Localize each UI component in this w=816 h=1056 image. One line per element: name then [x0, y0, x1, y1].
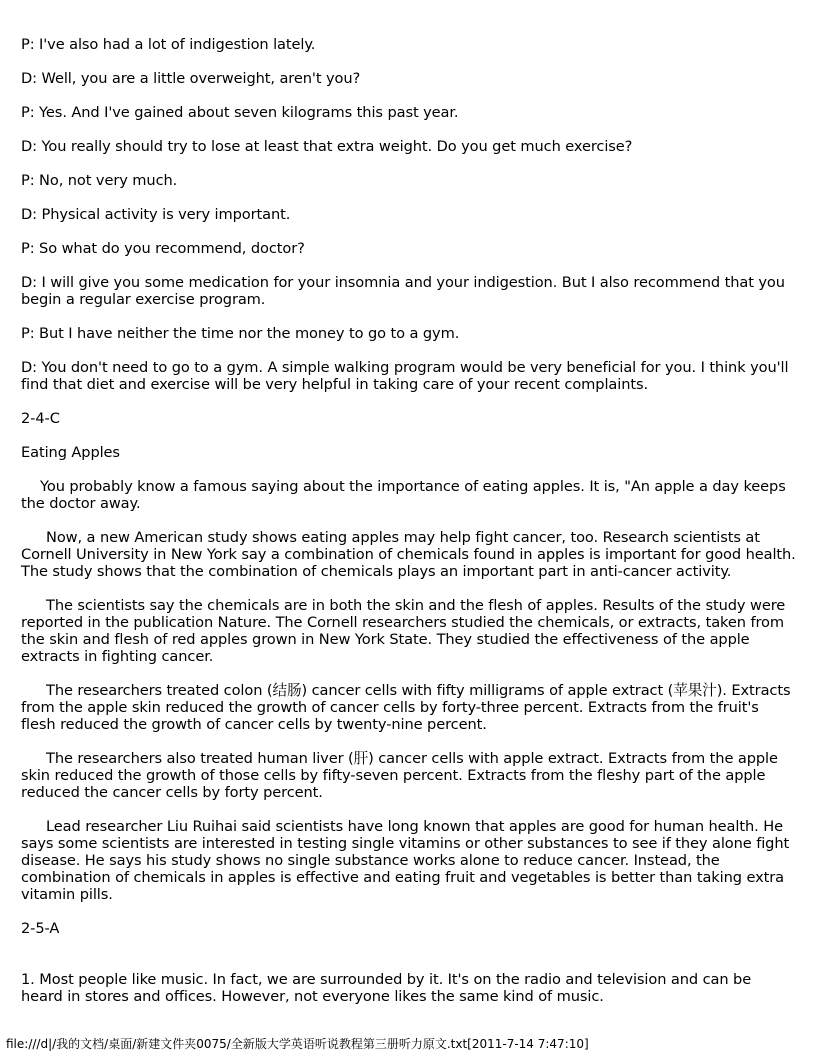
dialogue-line: P: But I have neither the time nor the money to go to a gym. — [21, 325, 460, 342]
paragraph: Now, a new American study shows eating apples may help fight cancer, too. Research scientists at Cornell University in New York say a combination of chemicals found in apples is important for good health. The study shows that the combination of chemicals plays an important part in anti-cancer activity. — [21, 529, 796, 580]
dialogue-line: D: Well, you are a little overweight, aren't you? — [21, 70, 361, 87]
section-code: 2-5-A — [21, 920, 60, 937]
numbered-item: 1. Most people like music. In fact, we are surrounded by it. It's on the radio and television and can be heard in stores and offices. However, not everyone likes the same kind of music. — [21, 971, 752, 1005]
paragraph: You probably know a famous saying about the importance of eating apples. It is, "An apple a day keeps the doctor away. — [21, 478, 786, 512]
dialogue-line: D: You don't need to go to a gym. A simple walking program would be very beneficial for you. I think you'll find that diet and exercise will be very helpful in taking care of your recent complaints. — [21, 359, 789, 393]
section-title: Eating Apples — [21, 444, 120, 461]
paragraph: The scientists say the chemicals are in both the skin and the flesh of apples. Results of the study were reported in the publication Nature. The Cornell researchers studied the chemicals, or extracts, taken from the skin and flesh of red apples grown in New York State. They studied the effectiveness of the apple extracts in fighting cancer. — [21, 597, 786, 665]
document-body — [21, 36, 796, 1022]
dialogue-line: D: Physical activity is very important. — [21, 206, 291, 223]
section-code: 2-4-C — [21, 410, 60, 427]
dialogue-line: P: No, not very much. — [21, 172, 178, 189]
dialogue-line: P: I've also had a lot of indigestion lately. — [21, 36, 316, 53]
dialogue-line: D: You really should try to lose at least that extra weight. Do you get much exercise? — [21, 138, 633, 155]
paragraph: Lead researcher Liu Ruihai said scientists have long known that apples are good for human health. He says some scientists are interested in testing single vitamins or other substances to see if they alone fight disease. He says his study shows no single substance works alone to reduce cancer. Instead, the combination of chemicals in apples is effective and eating fruit and vegetables is better than taking extra vitamin pills. — [21, 818, 790, 903]
dialogue-line: P: Yes. And I've gained about seven kilograms this past year. — [21, 104, 459, 121]
dialogue-line: D: I will give you some medication for your insomnia and your indigestion. But I also recommend that you begin a regular exercise program. — [21, 274, 785, 308]
file-path-footer: file:///d|/我的文档/桌面/新建文件夹0075/全新版大学英语听说教程第三册听力原文.txt[2011-7-14 7:47:10] — [6, 1037, 589, 1051]
dialogue-line: P: So what do you recommend, doctor? — [21, 240, 305, 257]
paragraph: The researchers treated colon (结肠) cancer cells with fifty milligrams of apple extract (苹果汁). Extracts from the apple skin reduced the growth of cancer cells by forty-three percent. Extracts from the fruit's flesh reduced the growth of cancer cells by twenty-nine percent. — [21, 682, 791, 733]
paragraph: The researchers also treated human liver (肝) cancer cells with apple extract. Extracts from the apple skin reduced the growth of those cells by fifty-seven percent. Extracts from the fleshy part of the apple reduced the cancer cells by forty percent. — [21, 750, 778, 801]
